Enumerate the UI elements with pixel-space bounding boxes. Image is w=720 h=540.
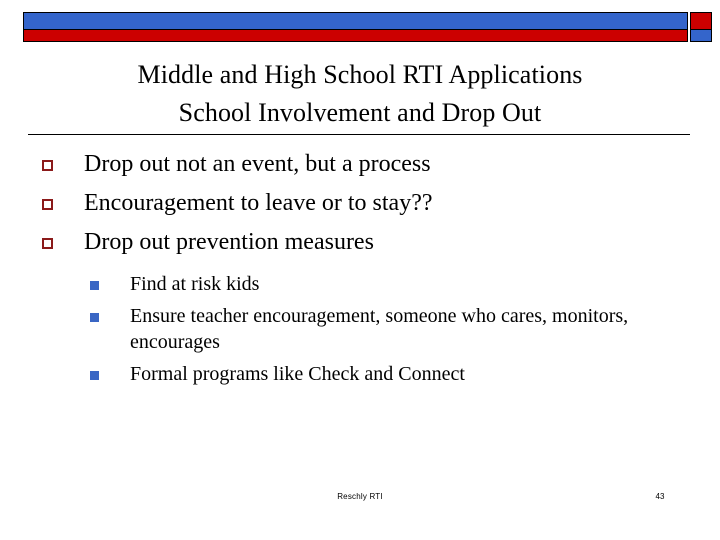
slide-title-line-2: School Involvement and Drop Out [178,97,542,127]
hollow-square-icon [42,199,53,210]
bullet-list [40,150,690,254]
slide-title-line-1: Middle and High School RTI Applications [137,60,583,89]
filled-square-icon [90,371,99,380]
page-number: 43 [655,492,665,501]
slide-title [28,56,692,131]
header-bar-main [23,12,688,42]
list-item [40,228,690,254]
bullet-text: Encouragement to leave or to stay?? [84,190,433,216]
header-band-red [24,29,687,41]
sub-bullet-list [40,272,690,388]
bullet-text: Drop out prevention measures [84,229,374,255]
header-decoration [0,0,720,50]
sub-bullet-text: Find at risk kids [130,273,260,295]
hollow-square-icon [42,238,53,249]
footer-note: Reschly RTI [337,492,383,501]
hollow-square-icon [42,160,53,171]
header-cap-band-blue [691,29,711,41]
header-cap-band-red [691,13,711,29]
filled-square-icon [90,313,99,322]
filled-square-icon [90,281,99,290]
list-item [40,150,690,176]
title-divider [28,134,690,135]
list-item [88,304,690,355]
list-item [40,189,690,215]
sub-bullet-text: Ensure teacher encouragement, someone who cares, monitors, encourages [130,305,629,353]
sub-bullet-text: Formal programs like Check and Connect [130,363,465,386]
slide-body [40,150,690,395]
header-band-blue [24,13,687,29]
header-bar-cap [690,12,712,42]
bullet-text: Drop out not an event, but a process [84,151,431,177]
list-item [88,362,690,387]
list-item [88,272,690,297]
